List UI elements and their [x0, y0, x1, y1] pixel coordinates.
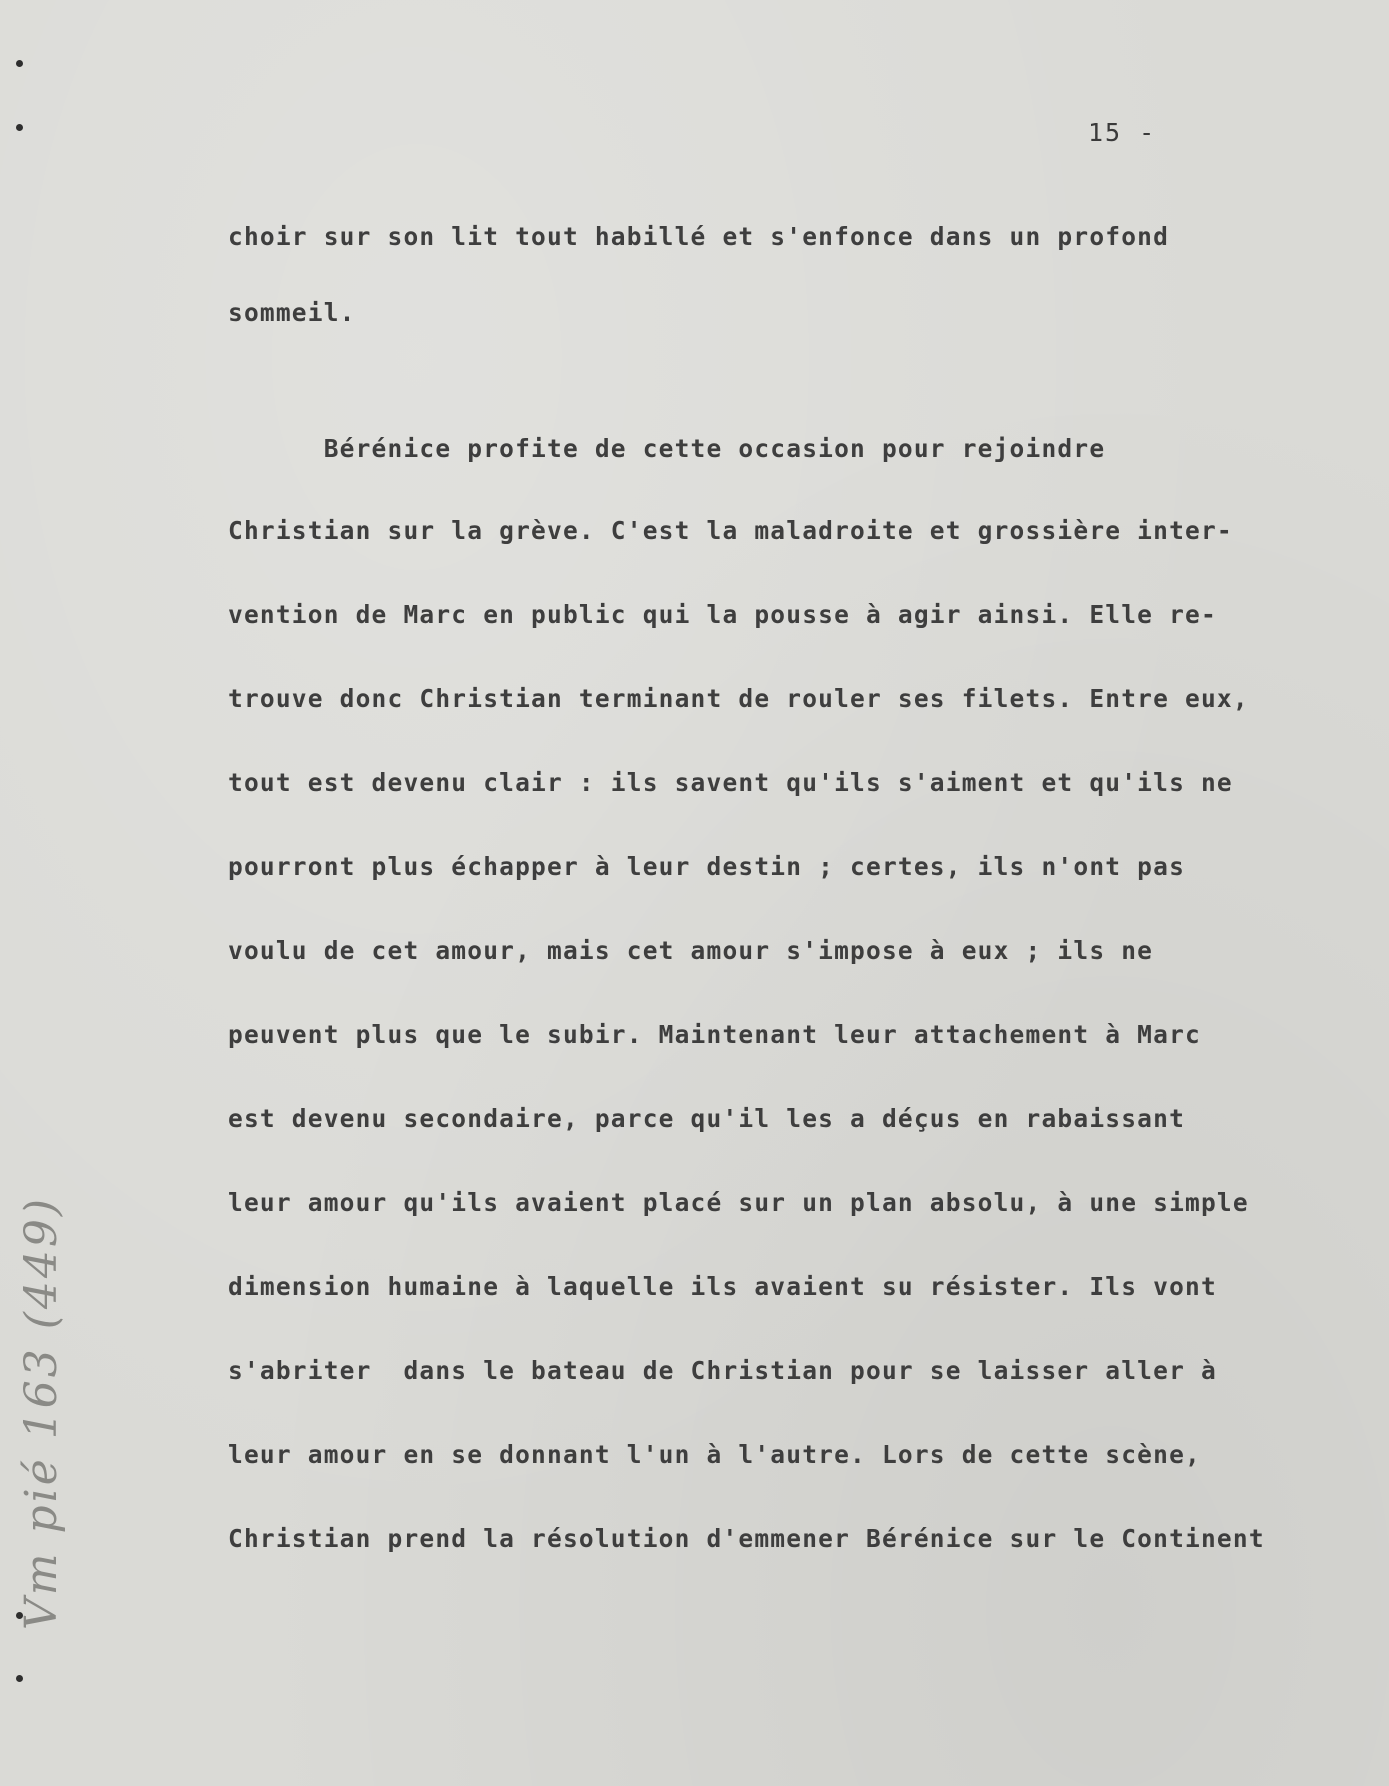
- text-line: pourront plus échapper à leur destin ; certes, ils n'ont pas: [228, 852, 1186, 881]
- text-line: s'abriter dans le bateau de Christian pour se laisser aller à: [228, 1356, 1217, 1385]
- text-line: dimension humaine à laquelle ils avaient su résister. Ils vont: [228, 1272, 1217, 1301]
- text-line: vention de Marc en public qui la pousse à agir ainsi. Elle re-: [228, 600, 1217, 629]
- text-line: choir sur son lit tout habillé et s'enfonce dans un profond: [228, 222, 1170, 251]
- text-line: voulu de cet amour, mais cet amour s'impose à eux ; ils ne: [228, 936, 1154, 965]
- margin-annotation: Vm pié 163 (449): [16, 1195, 67, 1630]
- punch-hole-1: [16, 60, 23, 67]
- punch-hole-2: [16, 124, 23, 131]
- text-line: est devenu secondaire, parce qu'il les a déçus en rabaissant: [228, 1104, 1186, 1133]
- text-line: peuvent plus que le subir. Maintenant leur attachement à Marc: [228, 1020, 1201, 1049]
- punch-hole-4: [16, 1675, 23, 1682]
- text-line: tout est devenu clair : ils savent qu'ils s'aiment et qu'ils ne: [228, 768, 1233, 797]
- page-number: 15 -: [1088, 118, 1157, 147]
- text-line: Christian prend la résolution d'emmener Bérénice sur le Continent: [228, 1524, 1265, 1553]
- text-line: leur amour qu'ils avaient placé sur un plan absolu, à une simple: [228, 1188, 1249, 1217]
- text-line: trouve donc Christian terminant de rouler ses filets. Entre eux,: [228, 684, 1249, 713]
- text-line: leur amour en se donnant l'un à l'autre. Lors de cette scène,: [228, 1440, 1201, 1469]
- text-line: Bérénice profite de cette occasion pour rejoindre: [228, 434, 1106, 463]
- text-line: sommeil.: [228, 298, 356, 327]
- typewritten-text: [228, 222, 1368, 1553]
- text-line: Christian sur la grève. C'est la maladroite et grossière inter-: [228, 516, 1233, 545]
